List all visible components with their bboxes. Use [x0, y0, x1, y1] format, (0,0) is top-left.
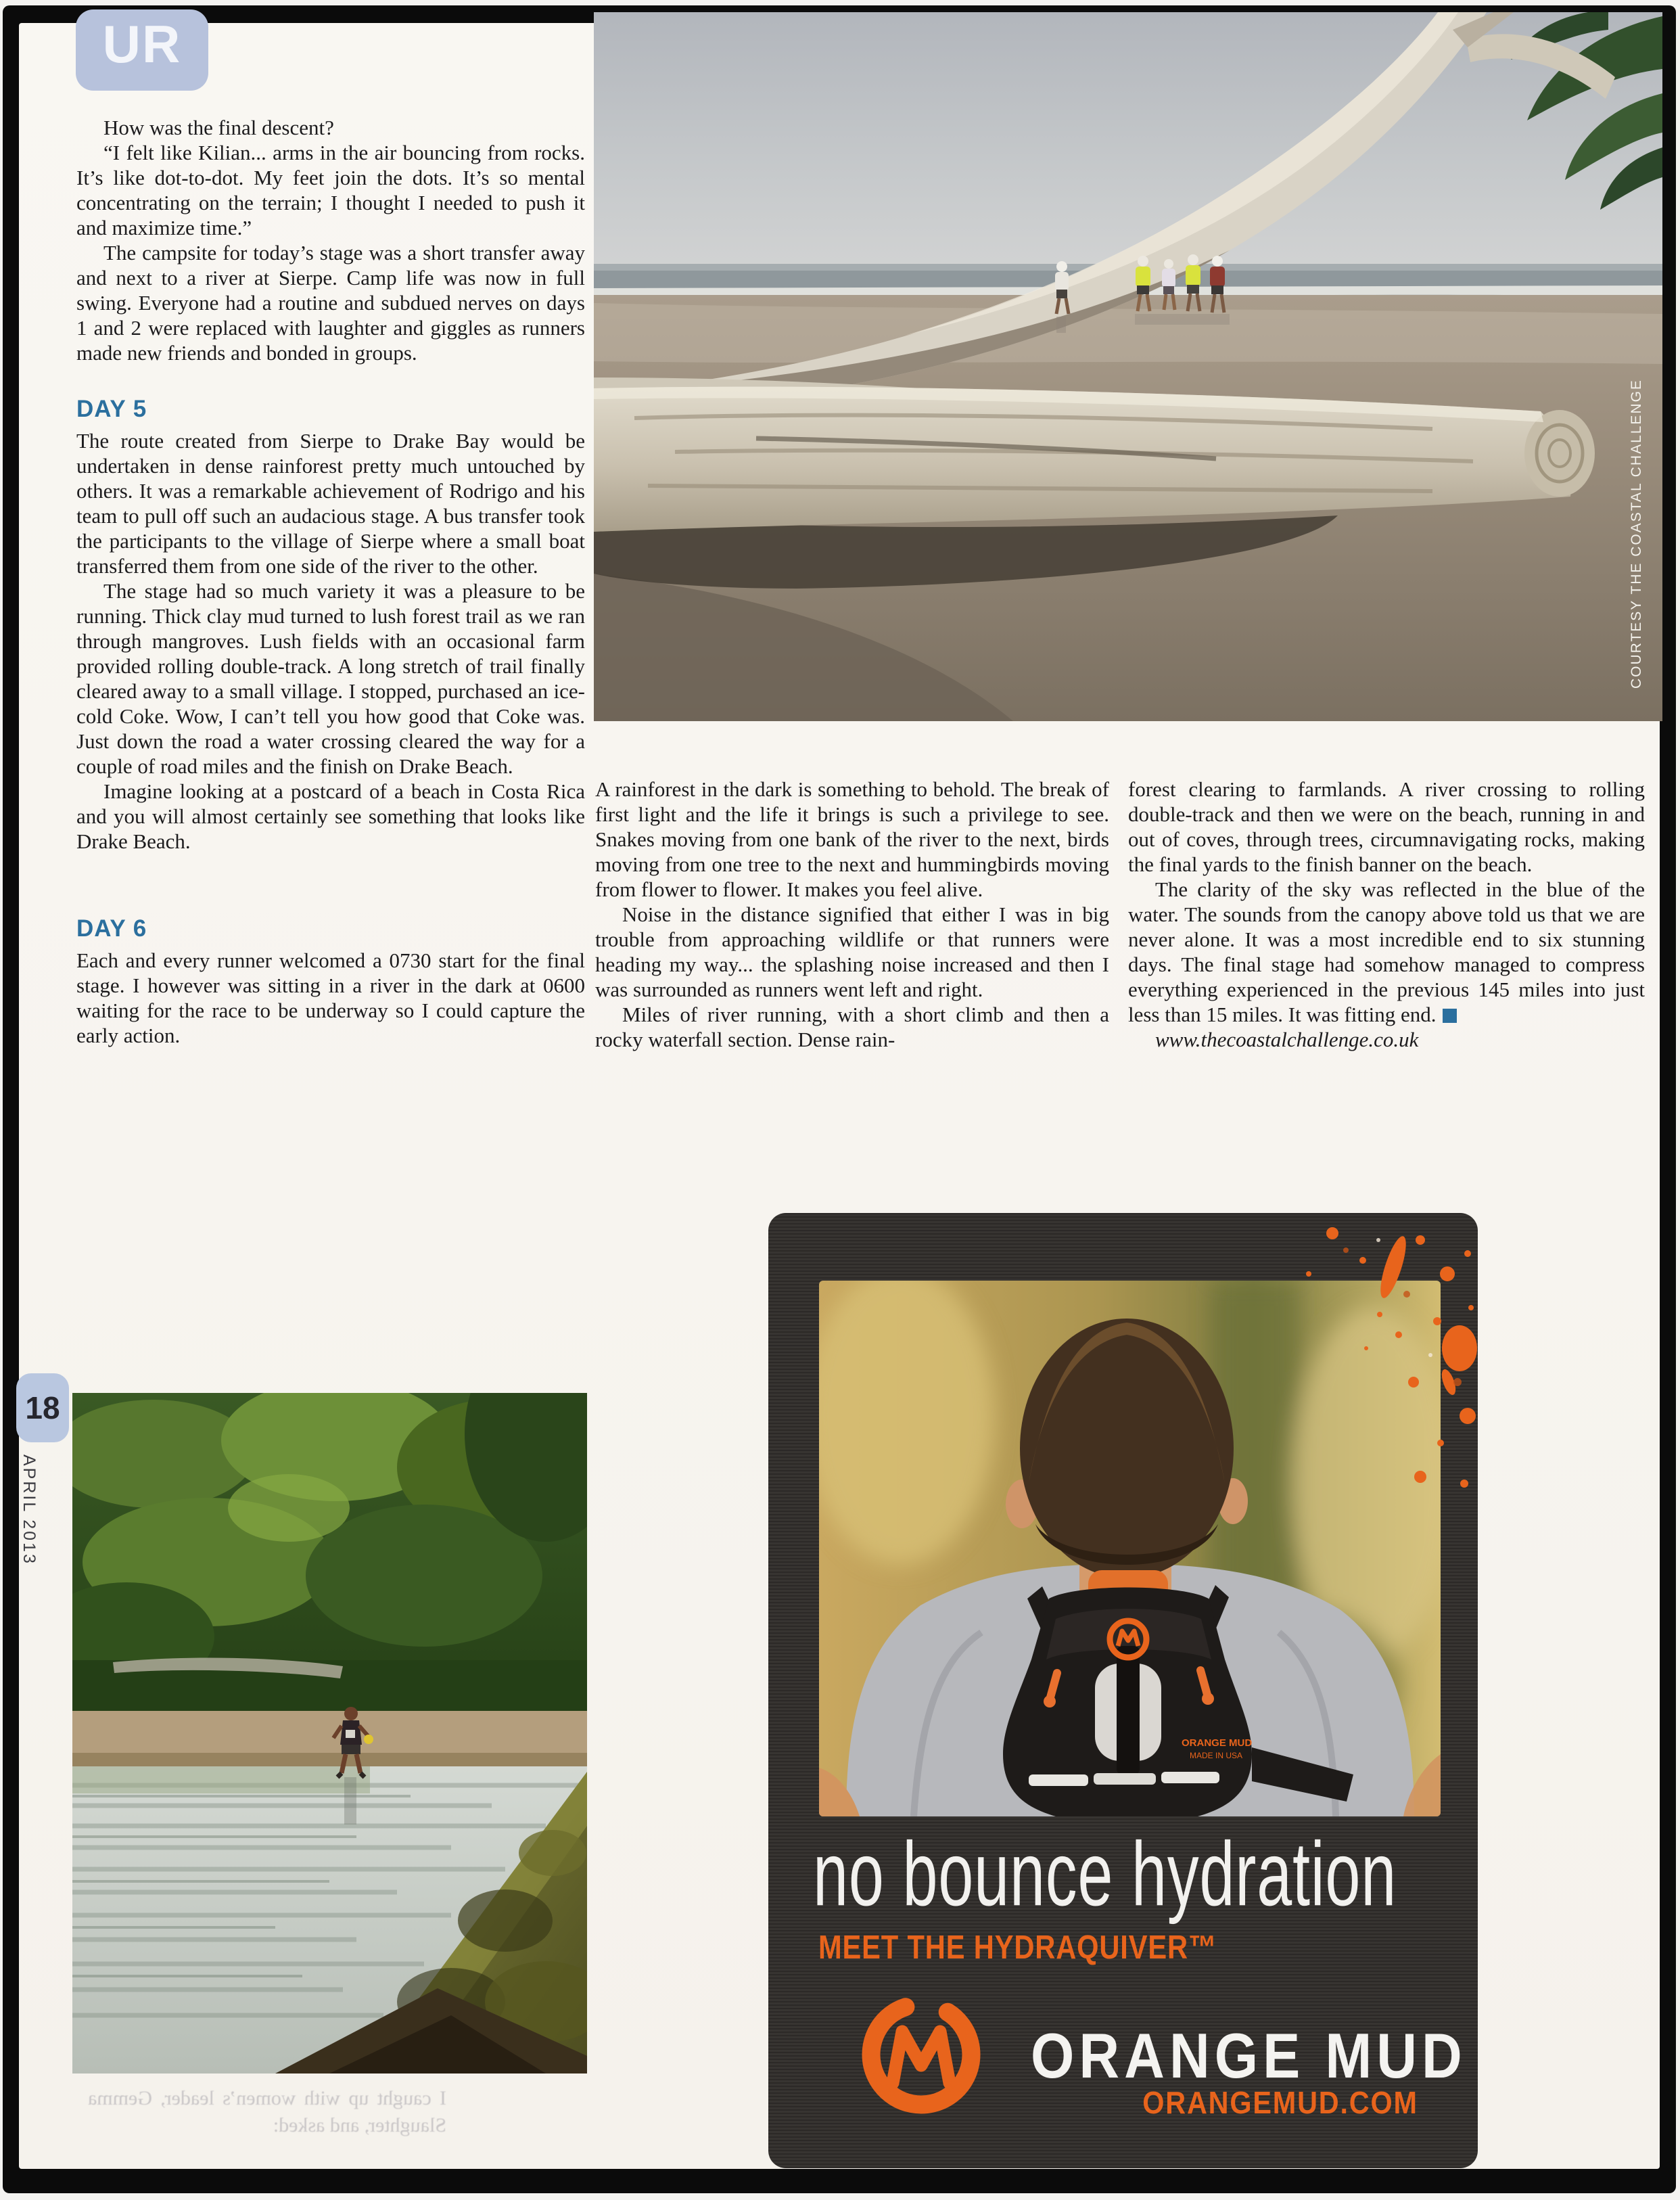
paragraph: How was the final descent?	[103, 116, 334, 139]
ad-headline	[813, 1822, 1478, 1925]
page-number-badge	[16, 1373, 69, 1442]
paragraph	[1128, 877, 1645, 1027]
paragraph: Each and every runner welcomed a 0730 start for the final stage. I however was sitting in a river in the dark at 0600 waiting for the race to be underway so I could capture the early action.	[76, 948, 585, 1047]
paragraph: Noise in the distance signified that either I was in big trouble from approaching wildlife or that runners were heading my way... the splashing noise increased and then I was surrounded as runners went left and right.	[595, 902, 1109, 1001]
paragraph: Miles of river running, with a short climb and then a rocky waterfall section. Dense rain-	[595, 1003, 1109, 1051]
paragraph: “I felt like Kilian... arms in the air bouncing from rocks. It’s like dot-to-dot. My feet join the dots. It’s so mental concentrating on the terrain; I thought I needed to push it and maximize time.”	[76, 141, 585, 239]
ad-website	[1112, 2084, 1418, 2121]
ad-subheadline	[818, 1929, 1287, 1967]
runner-photo-art	[72, 1393, 587, 2073]
day5-heading: DAY 5	[76, 396, 147, 422]
runner-photo	[72, 1393, 587, 2073]
end-of-article-marker	[1443, 1009, 1457, 1023]
article-column-1	[76, 115, 585, 1048]
pack-label-1: ORANGE MUD	[1182, 1737, 1253, 1749]
paragraph-text: The clarity of the sky was reflected in the blue of the water. The sounds from the canopy above told us that we are never alone. It was a most incredible end to six stunning days. The final stage had somehow managed to compress everything experienced in the previous 145 miles into just less than 15 miles. It was fitting end.	[1128, 877, 1645, 1026]
ad-website-text: ORANGEMUD.COM	[1142, 2085, 1418, 2120]
ad-brand-text: ORANGE MUD	[1031, 2020, 1467, 2091]
paragraph: Imagine looking at a postcard of a beach in Costa Rica and you will almost certainly see something that looks like Drake Beach.	[76, 779, 585, 853]
photo-credit-caption: COURTESY THE COASTAL CHALLENGE	[1629, 379, 1644, 689]
orange-mud-advert	[768, 1213, 1478, 2168]
paragraph: forest clearing to farmlands. A river crossing to rolling double-track and then we were on the beach, running in and out of coves, through trees, circumnavigating rocks, making the final yards to the finish banner on the beach.	[1128, 777, 1645, 876]
paragraph: The stage had so much variety it was a pleasure to be running. Thick clay mud turned to lush forest trail as we ran through mangroves. Lush fields with an occasional farm provided rolling double-track. A long stretch of trail finally cleared away to a small village. I stopped, purchased an ice-cold Coke. Wow, I can’t tell you how good that Coke was. Just down the road a water crossing cleared the way for a couple of road miles and the finish on Drake Beach.	[76, 579, 585, 778]
ad-photo	[819, 1281, 1441, 1816]
article-column-2	[595, 777, 1109, 1052]
magazine-logo-badge	[76, 9, 208, 91]
paragraph: The campsite for today’s stage was a short transfer away and next to a river at Sierpe. Camp life was now in full swing. Everyone had a routine and subdued nerves on days 1 and 2 were replaced with laughter and giggles as runners made new friends and bonded in groups.	[76, 241, 585, 365]
ad-headline-text: no bounce hydration	[813, 1823, 1397, 1925]
paragraph: A rainforest in the dark is something to behold. The break of first light and the life it brings is such a privilege to see. Snakes moving from one bank of the river to the next, birds moving from one tree to the next and hummingbirds moving from flower to flower. It makes you feel alive.	[595, 777, 1109, 901]
beach-photo-art	[594, 12, 1662, 721]
pack-label-2: MADE IN USA	[1190, 1751, 1243, 1760]
orange-mud-logo-icon	[841, 1990, 1010, 2125]
beach-photo	[594, 12, 1662, 721]
magazine-logo-text: UR	[102, 14, 182, 74]
paragraph: The route created from Sierpe to Drake Bay would be undertaken in dense rainforest pretty much untouched by others. It was a remarkable achievement of Rodrigo and his team to pull off such an audacious stage. A bus transfer took the participants to the village of Sierpe where a small boat transferred them from one side of the river to the other.	[76, 429, 585, 578]
ad-photo-art	[819, 1281, 1441, 1816]
ad-brand-name	[1031, 2019, 1478, 2092]
issue-date-vertical: APRIL 2013	[20, 1454, 39, 1565]
show-through-text: I caught up with women’s leader, Gemma Slaughter, and asked:	[88, 2087, 446, 2136]
ad-subheadline-text: MEET THE HYDRAQUIVER™	[818, 1929, 1217, 1966]
day6-heading: DAY 6	[76, 915, 147, 942]
article-column-3	[1128, 777, 1645, 1052]
article-website-link: www.thecoastalchallenge.co.uk	[1155, 1028, 1419, 1051]
page-number: 18	[25, 1390, 60, 1425]
